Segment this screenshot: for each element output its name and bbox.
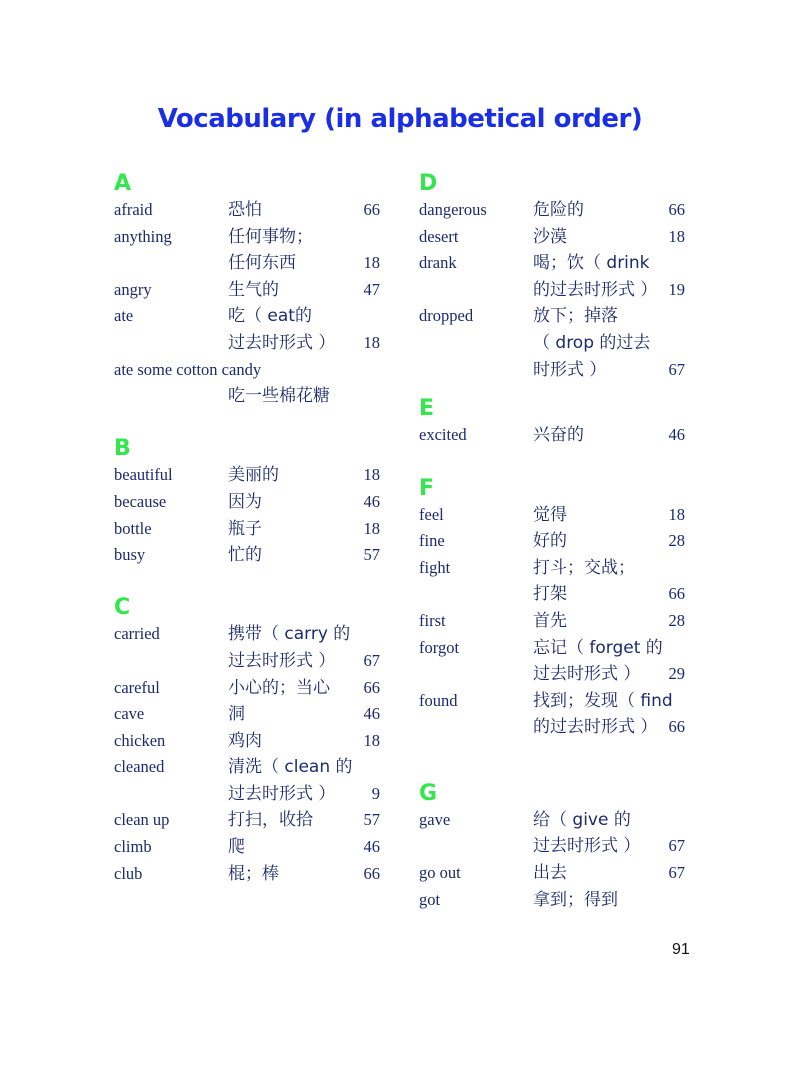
vocab-row xyxy=(419,303,689,330)
vocab-page: 67 xyxy=(668,836,685,856)
vocab-row xyxy=(114,754,384,781)
vocab-page: 46 xyxy=(668,425,685,445)
vocab-page: 66 xyxy=(668,717,685,737)
vocab-page: 18 xyxy=(363,332,380,352)
vocab-translation: 过去时形式 ） xyxy=(228,650,336,671)
vocab-row xyxy=(114,542,384,569)
vocab-row xyxy=(114,834,384,861)
left-column xyxy=(114,171,384,887)
vocab-row xyxy=(114,383,384,410)
vocab-word: anything xyxy=(114,226,172,246)
vocab-translation: 找到；发现（ find xyxy=(533,690,673,711)
vocab-word: because xyxy=(114,491,167,511)
vocab-row xyxy=(419,860,689,887)
vocab-word: club xyxy=(114,863,143,883)
vocab-translation: 兴奋的 xyxy=(533,425,584,446)
vocab-translation: 过去时形式 ） xyxy=(533,664,641,685)
vocab-translation: 鸡肉 xyxy=(228,730,262,751)
vocab-page: 18 xyxy=(668,504,685,524)
vocab-row xyxy=(114,250,384,277)
vocab-page: 18 xyxy=(668,226,685,246)
vocab-word: desert xyxy=(419,226,459,246)
vocab-word: ate some cotton candy xyxy=(114,359,262,379)
vocab-page: 18 xyxy=(363,253,380,273)
vocab-page: 19 xyxy=(668,279,685,299)
vocab-translation: 打架 xyxy=(533,584,567,605)
vocab-word: feel xyxy=(419,504,444,524)
vocab-page: 46 xyxy=(363,837,380,857)
vocab-translation: 喝；饮（ drink xyxy=(533,253,650,274)
section-letter: F xyxy=(419,475,435,501)
section-b xyxy=(114,436,384,568)
vocab-translation: 携带（ carry 的 xyxy=(228,624,351,645)
vocab-translation: 棍；棒 xyxy=(228,863,279,884)
vocab-word: carried xyxy=(114,624,160,644)
vocab-word: gave xyxy=(419,809,451,829)
vocab-word: forgot xyxy=(419,637,460,657)
vocab-translation: 的过去时形式 ） xyxy=(533,717,658,738)
vocab-page: 18 xyxy=(363,730,380,750)
vocab-translation: 给（ give 的 xyxy=(533,809,631,830)
section-letter: B xyxy=(114,436,131,462)
vocab-translation: 时形式 ） xyxy=(533,359,607,380)
section-letter: A xyxy=(114,171,132,196)
vocab-row xyxy=(419,661,689,688)
vocab-row xyxy=(114,330,384,357)
vocab-row xyxy=(114,303,384,330)
vocab-row xyxy=(114,781,384,808)
vocab-row xyxy=(419,555,689,582)
vocab-translation: 过去时形式 ） xyxy=(533,836,641,857)
vocab-word: dropped xyxy=(419,306,474,326)
vocab-translation: 忙的 xyxy=(228,545,262,566)
vocab-row xyxy=(419,581,689,608)
vocab-row xyxy=(419,277,689,304)
vocab-row xyxy=(419,887,689,914)
vocab-translation: 忘记（ forget 的 xyxy=(533,637,663,658)
section-e xyxy=(419,396,689,449)
vocab-word: beautiful xyxy=(114,465,173,485)
section-f xyxy=(419,476,689,741)
vocab-word: cave xyxy=(114,704,145,724)
vocab-translation: 瓶子 xyxy=(228,518,262,539)
vocab-translation: 过去时形式 ） xyxy=(228,783,336,804)
vocab-row xyxy=(114,516,384,543)
vocab-page: 46 xyxy=(363,704,380,724)
vocab-translation: 任何事物； xyxy=(228,226,313,247)
vocab-row xyxy=(114,728,384,755)
vocab-page: 28 xyxy=(668,531,685,551)
vocab-page: 46 xyxy=(363,491,380,511)
vocab-word: chicken xyxy=(114,730,166,750)
vocab-row xyxy=(419,224,689,251)
vocab-translation: 小心的；当心 xyxy=(228,677,330,698)
vocab-translation: 放下；掉落 xyxy=(533,306,618,327)
vocab-row xyxy=(419,833,689,860)
vocab-translation: 清洗（ clean 的 xyxy=(228,757,353,778)
vocab-page: 18 xyxy=(363,518,380,538)
vocab-row xyxy=(114,462,384,489)
vocab-translation: 沙漠 xyxy=(533,226,567,247)
vocab-word: go out xyxy=(419,863,461,883)
section-d xyxy=(419,171,689,383)
page-title: Vocabulary (in alphabetical order) xyxy=(157,104,643,134)
section-g xyxy=(419,781,689,913)
vocab-translation: 吃（ eat的 xyxy=(228,306,312,327)
vocab-word: found xyxy=(419,690,458,710)
vocab-translation: 打扫，收拾 xyxy=(228,810,313,831)
vocab-row xyxy=(114,224,384,251)
section-letter: C xyxy=(114,595,131,621)
vocab-word: fine xyxy=(419,531,445,551)
vocab-row xyxy=(419,250,689,277)
vocab-word: angry xyxy=(114,279,152,299)
vocab-word: afraid xyxy=(114,200,153,219)
vocab-row xyxy=(114,861,384,888)
vocab-page: 28 xyxy=(668,611,685,631)
section-letter: G xyxy=(419,780,438,806)
vocab-translation: 打斗；交战； xyxy=(533,557,635,578)
vocab-page: 57 xyxy=(363,545,380,565)
vocab-row xyxy=(114,357,384,384)
section-letter: E xyxy=(419,396,435,422)
vocab-word: first xyxy=(419,611,446,631)
vocab-page: 66 xyxy=(363,677,380,697)
vocab-word: drank xyxy=(419,253,457,273)
vocab-word: climb xyxy=(114,837,152,857)
vocab-row xyxy=(419,422,689,449)
vocab-translation: 的过去时形式 ） xyxy=(533,279,658,300)
section-letter: D xyxy=(419,171,438,196)
vocab-word: ate xyxy=(114,306,134,326)
vocab-row xyxy=(419,608,689,635)
vocab-translation: 恐怕 xyxy=(228,200,262,220)
vocab-page: 66 xyxy=(363,863,380,883)
vocab-row xyxy=(419,330,689,357)
vocab-word: careful xyxy=(114,677,160,697)
vocab-translation: 吃一些棉花糖 xyxy=(228,386,330,407)
vocab-page: 67 xyxy=(668,359,685,379)
vocab-row xyxy=(114,648,384,675)
vocab-page: 47 xyxy=(363,279,380,299)
vocab-translation: 出去 xyxy=(533,863,567,884)
right-column xyxy=(419,171,689,913)
vocab-translation: 任何东西 xyxy=(228,253,296,274)
vocab-page: 67 xyxy=(363,650,380,670)
vocab-row xyxy=(114,701,384,728)
vocab-translation: 觉得 xyxy=(533,504,567,525)
vocab-row xyxy=(114,621,384,648)
vocab-translation: 过去时形式 ） xyxy=(228,332,336,353)
vocab-translation: 拿到；得到 xyxy=(533,889,618,910)
vocab-page: 57 xyxy=(363,810,380,830)
vocab-page: 29 xyxy=(668,664,685,684)
vocab-translation: 好的 xyxy=(533,531,567,552)
vocab-word: clean up xyxy=(114,810,170,830)
vocab-translation: 洞 xyxy=(228,704,245,725)
vocab-translation: 危险的 xyxy=(533,200,584,220)
vocab-translation: 首先 xyxy=(533,611,567,632)
vocab-row xyxy=(419,807,689,834)
vocab-row xyxy=(419,714,689,741)
vocab-row xyxy=(419,357,689,384)
vocab-word: busy xyxy=(114,545,146,565)
vocab-row xyxy=(114,197,384,224)
section-a xyxy=(114,171,384,410)
vocab-translation: 美丽的 xyxy=(228,465,279,486)
vocab-word: fight xyxy=(419,557,451,577)
vocab-translation: 因为 xyxy=(228,491,262,512)
vocab-row xyxy=(419,635,689,662)
vocab-word: bottle xyxy=(114,518,152,538)
vocab-row xyxy=(114,807,384,834)
vocab-word: got xyxy=(419,889,441,909)
vocab-page: 66 xyxy=(668,200,685,219)
vocab-translation: （ drop 的过去 xyxy=(533,332,651,353)
vocab-page: 9 xyxy=(371,783,380,803)
vocab-word: excited xyxy=(419,425,467,445)
page-number: 91 xyxy=(672,941,690,958)
vocab-page: 67 xyxy=(668,863,685,883)
vocab-row xyxy=(419,688,689,715)
vocab-word: cleaned xyxy=(114,757,165,777)
vocab-row xyxy=(419,197,689,224)
vocab-row xyxy=(419,502,689,529)
section-c xyxy=(114,595,384,887)
vocab-page: 18 xyxy=(363,465,380,485)
vocab-word: dangerous xyxy=(419,200,487,219)
vocab-row xyxy=(114,489,384,516)
vocab-page: 66 xyxy=(668,584,685,604)
vocab-translation: 生气的 xyxy=(228,279,279,300)
vocab-row xyxy=(114,277,384,304)
vocab-row xyxy=(419,528,689,555)
vocab-translation: 爬 xyxy=(228,837,245,858)
vocab-page: 66 xyxy=(363,200,380,219)
vocab-row xyxy=(114,675,384,702)
